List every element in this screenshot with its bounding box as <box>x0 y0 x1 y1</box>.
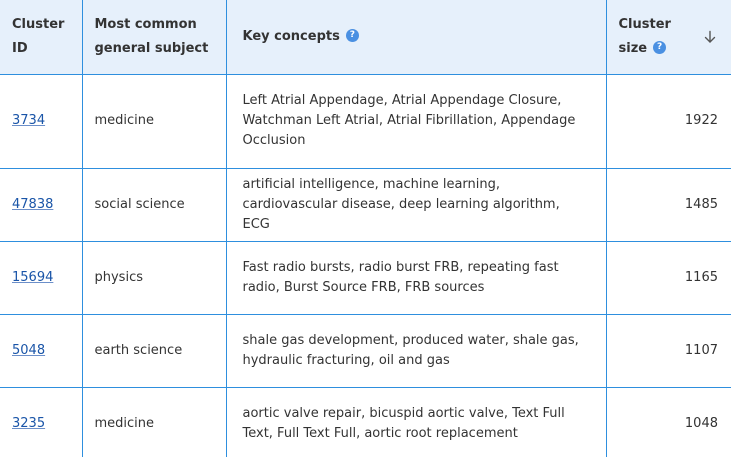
concepts-cell: Fast radio bursts, radio burst FRB, repeating fast radio, Burst Source FRB, FRB sources <box>226 241 606 314</box>
cluster-id-link[interactable]: 3734 <box>12 113 46 128</box>
concepts-cell: shale gas development, produced water, shale gas, hydraulic fracturing, oil and gas <box>226 314 606 387</box>
cluster-id-link[interactable]: 5048 <box>12 342 46 358</box>
size-cell: 1048 <box>684 415 718 431</box>
size-cell: 1485 <box>606 168 731 241</box>
concepts-cell: Left Atrial Appendage, Atrial Appendage Closure, Watchman Left Atrial, Atrial Fibrillation, Appendage Occlusion <box>226 74 606 168</box>
subject-cell: physics <box>82 241 226 314</box>
table-row <box>0 168 731 241</box>
cluster-id-link[interactable]: 3235 <box>12 415 46 431</box>
size-cell: 1922 <box>606 74 731 168</box>
subject-cell: earth science <box>82 314 226 387</box>
size-cell: 1107 <box>606 314 731 387</box>
help-icon[interactable]: ? <box>653 41 666 54</box>
header-subject: Most common general subject <box>82 0 226 74</box>
cluster-id-link[interactable]: 47838 <box>12 196 54 212</box>
help-icon[interactable]: ? <box>346 29 359 42</box>
size-cell: 1165 <box>606 241 731 314</box>
subject-cell: medicine <box>82 74 226 168</box>
table-row <box>0 314 731 387</box>
table-row <box>0 387 731 457</box>
table-row <box>0 74 731 168</box>
table-row <box>0 241 731 314</box>
cluster-id-cell <box>0 241 82 314</box>
sort-descending-icon[interactable] <box>703 30 717 44</box>
header-key-concepts: Key concepts ? <box>226 0 606 74</box>
cluster-id-cell <box>0 74 82 168</box>
cluster-id-cell <box>0 168 82 241</box>
table-header-row <box>0 0 731 74</box>
concepts-cell: aortic valve repair, bicuspid aortic valve, Text Full Text, Full Text Full, aortic root replacement <box>226 387 606 457</box>
cluster-id-link[interactable]: 15694 <box>12 269 54 285</box>
subject-cell: social science <box>82 168 226 241</box>
cluster-id-cell <box>0 314 82 387</box>
concepts-cell: artificial intelligence, machine learning, cardiovascular disease, deep learning algorithm, ECG <box>226 168 606 241</box>
cluster-id-cell <box>0 387 82 457</box>
header-cluster-size[interactable]: Cluster size ? <box>606 0 731 74</box>
subject-cell: medicine <box>82 387 226 457</box>
header-cluster-id: Cluster ID <box>0 0 82 74</box>
